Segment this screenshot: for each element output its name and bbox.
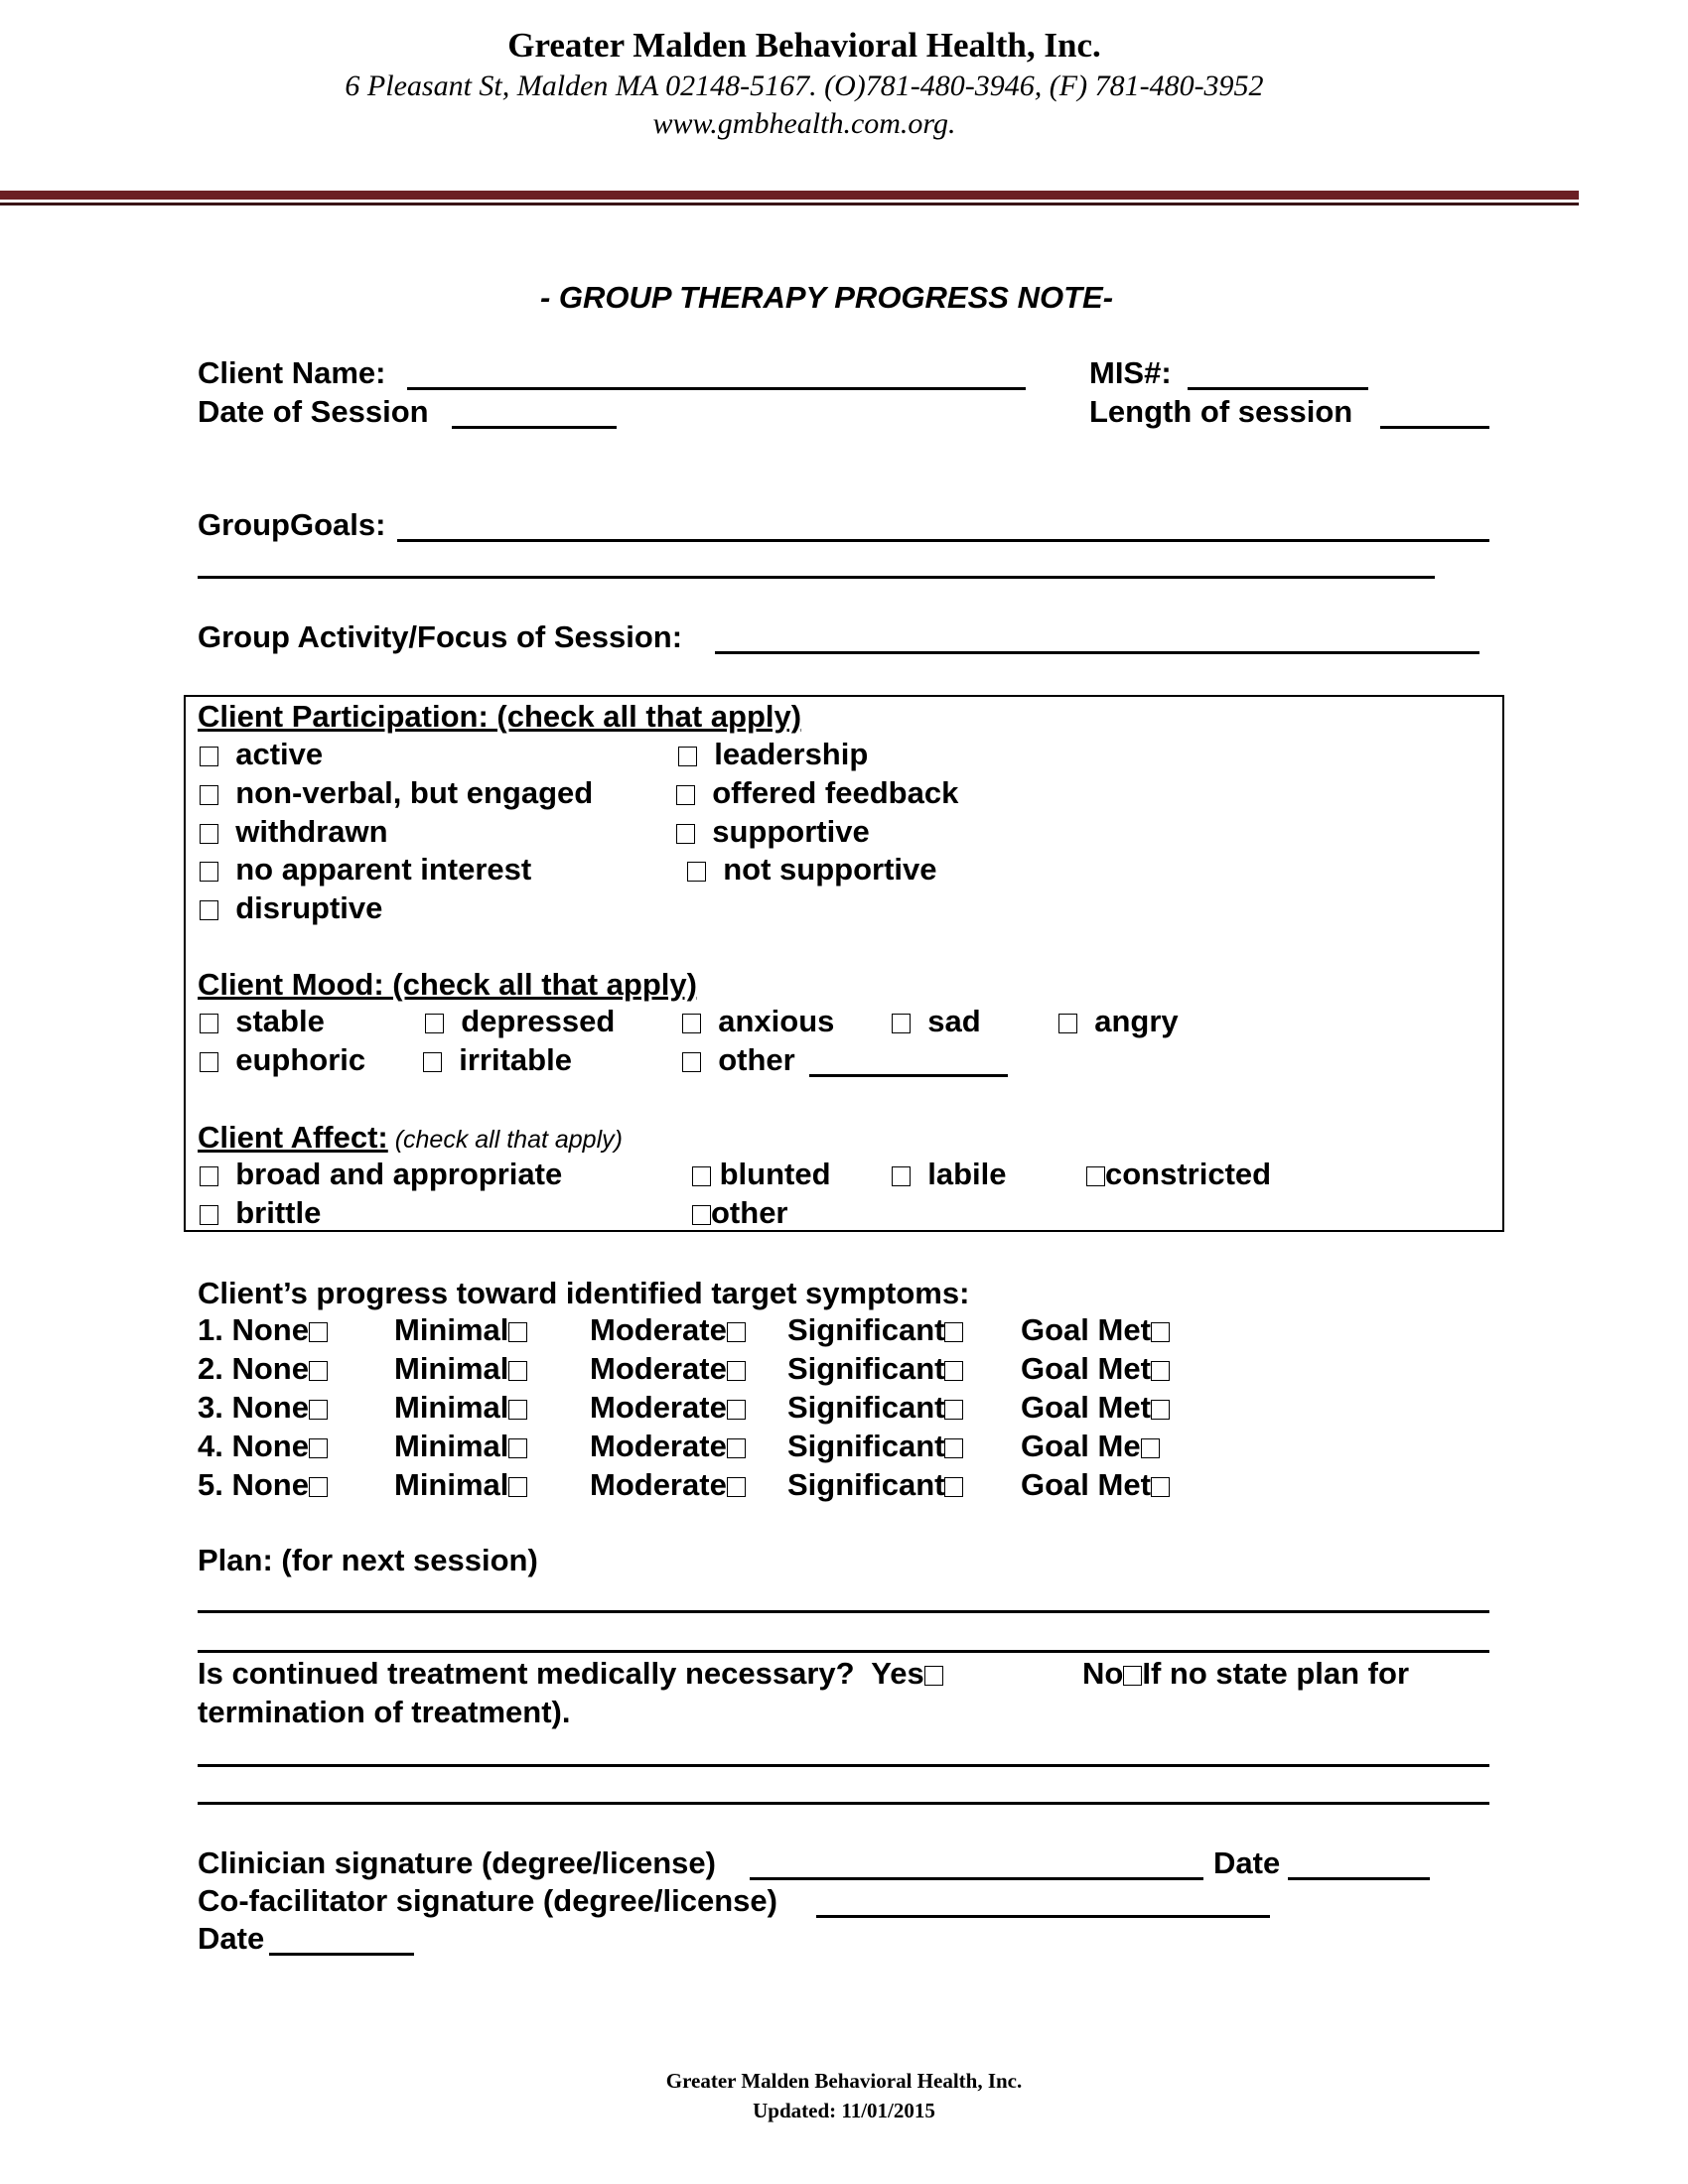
participation-header: Client Participation: (check all that apply): [198, 699, 802, 734]
checkbox-icon[interactable]: [508, 1477, 527, 1497]
mood-option-irritable[interactable]: irritable: [423, 1042, 572, 1078]
affect-option-constricted[interactable]: constricted: [1086, 1157, 1271, 1192]
cofacilitator-date-field[interactable]: [269, 1953, 414, 1956]
checkbox-icon[interactable]: [1151, 1477, 1170, 1497]
mood-header: Client Mood: (check all that apply): [198, 967, 697, 1002]
checkbox-icon[interactable]: [1151, 1322, 1170, 1342]
treatment-necessary-yes[interactable]: Is continued treatment medically necessary? Yes: [198, 1656, 943, 1692]
checkbox-icon[interactable]: [1058, 1014, 1077, 1033]
group-activity-label: Group Activity/Focus of Session:: [198, 619, 683, 654]
progress-none[interactable]: 4. None: [198, 1429, 328, 1464]
plan-field-line2[interactable]: [198, 1650, 1489, 1653]
checkbox-icon[interactable]: [924, 1666, 943, 1686]
mood-option-angry[interactable]: angry: [1058, 1004, 1179, 1039]
checkbox-icon[interactable]: [692, 1205, 711, 1225]
affect-option-labile[interactable]: labile: [892, 1157, 1007, 1192]
letterhead-divider-thin: [0, 203, 1579, 205]
participation-option-not-supportive[interactable]: not supportive: [687, 852, 937, 887]
progress-minimal[interactable]: Minimal: [394, 1351, 527, 1387]
checkbox-icon[interactable]: [892, 1014, 911, 1033]
checkbox-icon[interactable]: [200, 1166, 218, 1186]
checkbox-icon[interactable]: [508, 1361, 527, 1381]
progress-significant[interactable]: Significant: [787, 1351, 963, 1387]
participation-option-supportive[interactable]: supportive: [676, 814, 870, 850]
progress-goal-met[interactable]: Goal Met: [1021, 1312, 1170, 1348]
group-goals-field[interactable]: [397, 539, 1489, 542]
affect-option-blunted[interactable]: blunted: [692, 1157, 831, 1192]
checkbox-icon[interactable]: [200, 900, 218, 920]
progress-significant[interactable]: Significant: [787, 1390, 963, 1426]
clinician-date-field[interactable]: [1288, 1877, 1430, 1880]
progress-none[interactable]: 1. None: [198, 1312, 328, 1348]
group-goals-label: GroupGoals:: [198, 507, 386, 542]
progress-minimal[interactable]: Minimal: [394, 1429, 527, 1464]
length-of-session-field[interactable]: [1380, 426, 1489, 429]
affect-option-brittle[interactable]: brittle: [200, 1195, 321, 1231]
affect-option-broad[interactable]: broad and appropriate: [200, 1157, 562, 1192]
checkbox-icon[interactable]: [676, 824, 695, 844]
checkbox-icon[interactable]: [944, 1322, 963, 1342]
letterhead-org-name: Greater Malden Behavioral Health, Inc.: [507, 26, 1101, 65]
progress-goal-met[interactable]: Goal Me: [1021, 1429, 1160, 1464]
checkbox-icon[interactable]: [682, 1052, 701, 1072]
checkbox-icon[interactable]: [682, 1014, 701, 1033]
mood-option-stable[interactable]: stable: [200, 1004, 325, 1039]
progress-none[interactable]: 3. None: [198, 1390, 328, 1426]
participation-option-disruptive[interactable]: disruptive: [200, 890, 382, 926]
checkbox-icon[interactable]: [727, 1477, 746, 1497]
date-of-session-field[interactable]: [452, 426, 617, 429]
clinician-signature-label: Clinician signature (degree/license): [198, 1845, 716, 1880]
checkbox-icon[interactable]: [425, 1014, 444, 1033]
plan-field-line1[interactable]: [198, 1610, 1489, 1613]
checkbox-icon[interactable]: [508, 1400, 527, 1420]
progress-significant[interactable]: Significant: [787, 1467, 963, 1503]
checkbox-icon[interactable]: [200, 785, 218, 805]
participation-option-nonverbal[interactable]: non-verbal, but engaged: [200, 775, 593, 811]
progress-moderate[interactable]: Moderate: [590, 1312, 746, 1348]
progress-moderate[interactable]: Moderate: [590, 1467, 746, 1503]
checkbox-icon[interactable]: [1141, 1438, 1160, 1458]
progress-goal-met[interactable]: Goal Met: [1021, 1390, 1170, 1426]
footer-org-name: Greater Malden Behavioral Health, Inc.: [665, 2069, 1023, 2093]
checkbox-icon[interactable]: [692, 1166, 711, 1186]
mood-option-other[interactable]: other: [682, 1042, 795, 1078]
checkbox-icon[interactable]: [944, 1400, 963, 1420]
treatment-question-line2: termination of treatment).: [198, 1695, 571, 1729]
checkbox-icon[interactable]: [1151, 1400, 1170, 1420]
progress-significant[interactable]: Significant: [787, 1312, 963, 1348]
checkbox-icon[interactable]: [309, 1361, 328, 1381]
checkbox-icon[interactable]: [309, 1477, 328, 1497]
checkbox-icon[interactable]: [687, 862, 706, 882]
checkbox-icon[interactable]: [200, 862, 218, 882]
mood-option-depressed[interactable]: depressed: [425, 1004, 615, 1039]
checkbox-icon[interactable]: [727, 1438, 746, 1458]
mood-option-sad[interactable]: sad: [892, 1004, 981, 1039]
progress-minimal[interactable]: Minimal: [394, 1312, 527, 1348]
progress-header: Client’s progress toward identified target symptoms:: [198, 1276, 970, 1310]
affect-header: Client Affect: (check all that apply): [198, 1120, 623, 1155]
progress-none[interactable]: 5. None: [198, 1467, 328, 1503]
checkbox-icon[interactable]: [727, 1400, 746, 1420]
clinician-signature-field[interactable]: [750, 1877, 1203, 1880]
length-of-session-label: Length of session: [1089, 394, 1361, 429]
letterhead-divider-thick: [0, 191, 1579, 200]
group-goals-field-line2[interactable]: [198, 576, 1435, 579]
mood-option-euphoric[interactable]: euphoric: [200, 1042, 365, 1078]
checkbox-icon[interactable]: [200, 1052, 218, 1072]
participation-option-leadership[interactable]: leadership: [678, 737, 868, 772]
checkbox-icon[interactable]: [423, 1052, 442, 1072]
checkbox-icon[interactable]: [727, 1361, 746, 1381]
treatment-necessary-no[interactable]: No If no state plan for: [1082, 1656, 1410, 1691]
cofacilitator-signature-label: Co-facilitator signature (degree/license): [198, 1883, 777, 1918]
checkbox-icon[interactable]: [676, 785, 695, 805]
checkbox-icon[interactable]: [1123, 1666, 1142, 1686]
letterhead-website: www.gmbhealth.com.org.: [652, 107, 956, 140]
checkbox-icon[interactable]: [727, 1322, 746, 1342]
progress-moderate[interactable]: Moderate: [590, 1429, 746, 1464]
checkbox-icon[interactable]: [892, 1166, 911, 1186]
checkbox-icon[interactable]: [1151, 1361, 1170, 1381]
progress-goal-met[interactable]: Goal Met: [1021, 1467, 1170, 1503]
checkbox-icon[interactable]: [678, 747, 697, 766]
checkbox-icon[interactable]: [309, 1438, 328, 1458]
checkbox-icon[interactable]: [200, 824, 218, 844]
checkbox-icon[interactable]: [200, 1205, 218, 1225]
progress-minimal[interactable]: Minimal: [394, 1467, 527, 1503]
participation-option-withdrawn[interactable]: withdrawn: [200, 814, 388, 850]
checkbox-icon[interactable]: [200, 747, 218, 766]
checkbox-icon[interactable]: [944, 1438, 963, 1458]
participation-option-no-interest[interactable]: no apparent interest: [200, 852, 531, 887]
plan-label: Plan: (for next session): [198, 1543, 538, 1577]
cofacilitator-signature-field[interactable]: [816, 1915, 1270, 1918]
client-name-label: Client Name:: [198, 355, 395, 390]
participation-option-active[interactable]: active: [200, 737, 323, 772]
termination-plan-line1[interactable]: [198, 1764, 1489, 1767]
checkbox-icon[interactable]: [508, 1438, 527, 1458]
form-title: - GROUP THERAPY PROGRESS NOTE-: [540, 280, 1114, 315]
progress-moderate[interactable]: Moderate: [590, 1390, 746, 1426]
letterhead-address: 6 Pleasant St, Malden MA 02148-5167. (O)781-480-3946, (F) 781-480-3952: [345, 69, 1264, 102]
clinician-date-label: Date: [1213, 1845, 1281, 1880]
checkbox-icon[interactable]: [508, 1322, 527, 1342]
participation-option-offered-feedback[interactable]: offered feedback: [676, 775, 958, 811]
mood-option-anxious[interactable]: anxious: [682, 1004, 834, 1039]
footer-updated: Updated: 11/01/2015: [753, 2099, 935, 2122]
mood-other-field[interactable]: [809, 1074, 1008, 1077]
checkbox-icon[interactable]: [944, 1477, 963, 1497]
checkbox-icon[interactable]: [309, 1322, 328, 1342]
progress-moderate[interactable]: Moderate: [590, 1351, 746, 1387]
checkbox-icon[interactable]: [309, 1400, 328, 1420]
checkbox-icon[interactable]: [1086, 1166, 1105, 1186]
progress-significant[interactable]: Significant: [787, 1429, 963, 1464]
affect-option-other[interactable]: other: [692, 1195, 788, 1231]
termination-plan-line2[interactable]: [198, 1802, 1489, 1805]
cofacilitator-date-label: Date: [198, 1921, 265, 1956]
mis-field[interactable]: [1188, 387, 1368, 390]
mis-label: MIS#:: [1089, 355, 1181, 390]
date-of-session-label: Date of Session: [198, 394, 438, 429]
progress-minimal[interactable]: Minimal: [394, 1390, 527, 1426]
client-name-field[interactable]: [407, 387, 1026, 390]
group-activity-field[interactable]: [715, 651, 1479, 654]
checkbox-icon[interactable]: [200, 1014, 218, 1033]
progress-goal-met[interactable]: Goal Met: [1021, 1351, 1170, 1387]
checkbox-icon[interactable]: [944, 1361, 963, 1381]
progress-none[interactable]: 2. None: [198, 1351, 328, 1387]
